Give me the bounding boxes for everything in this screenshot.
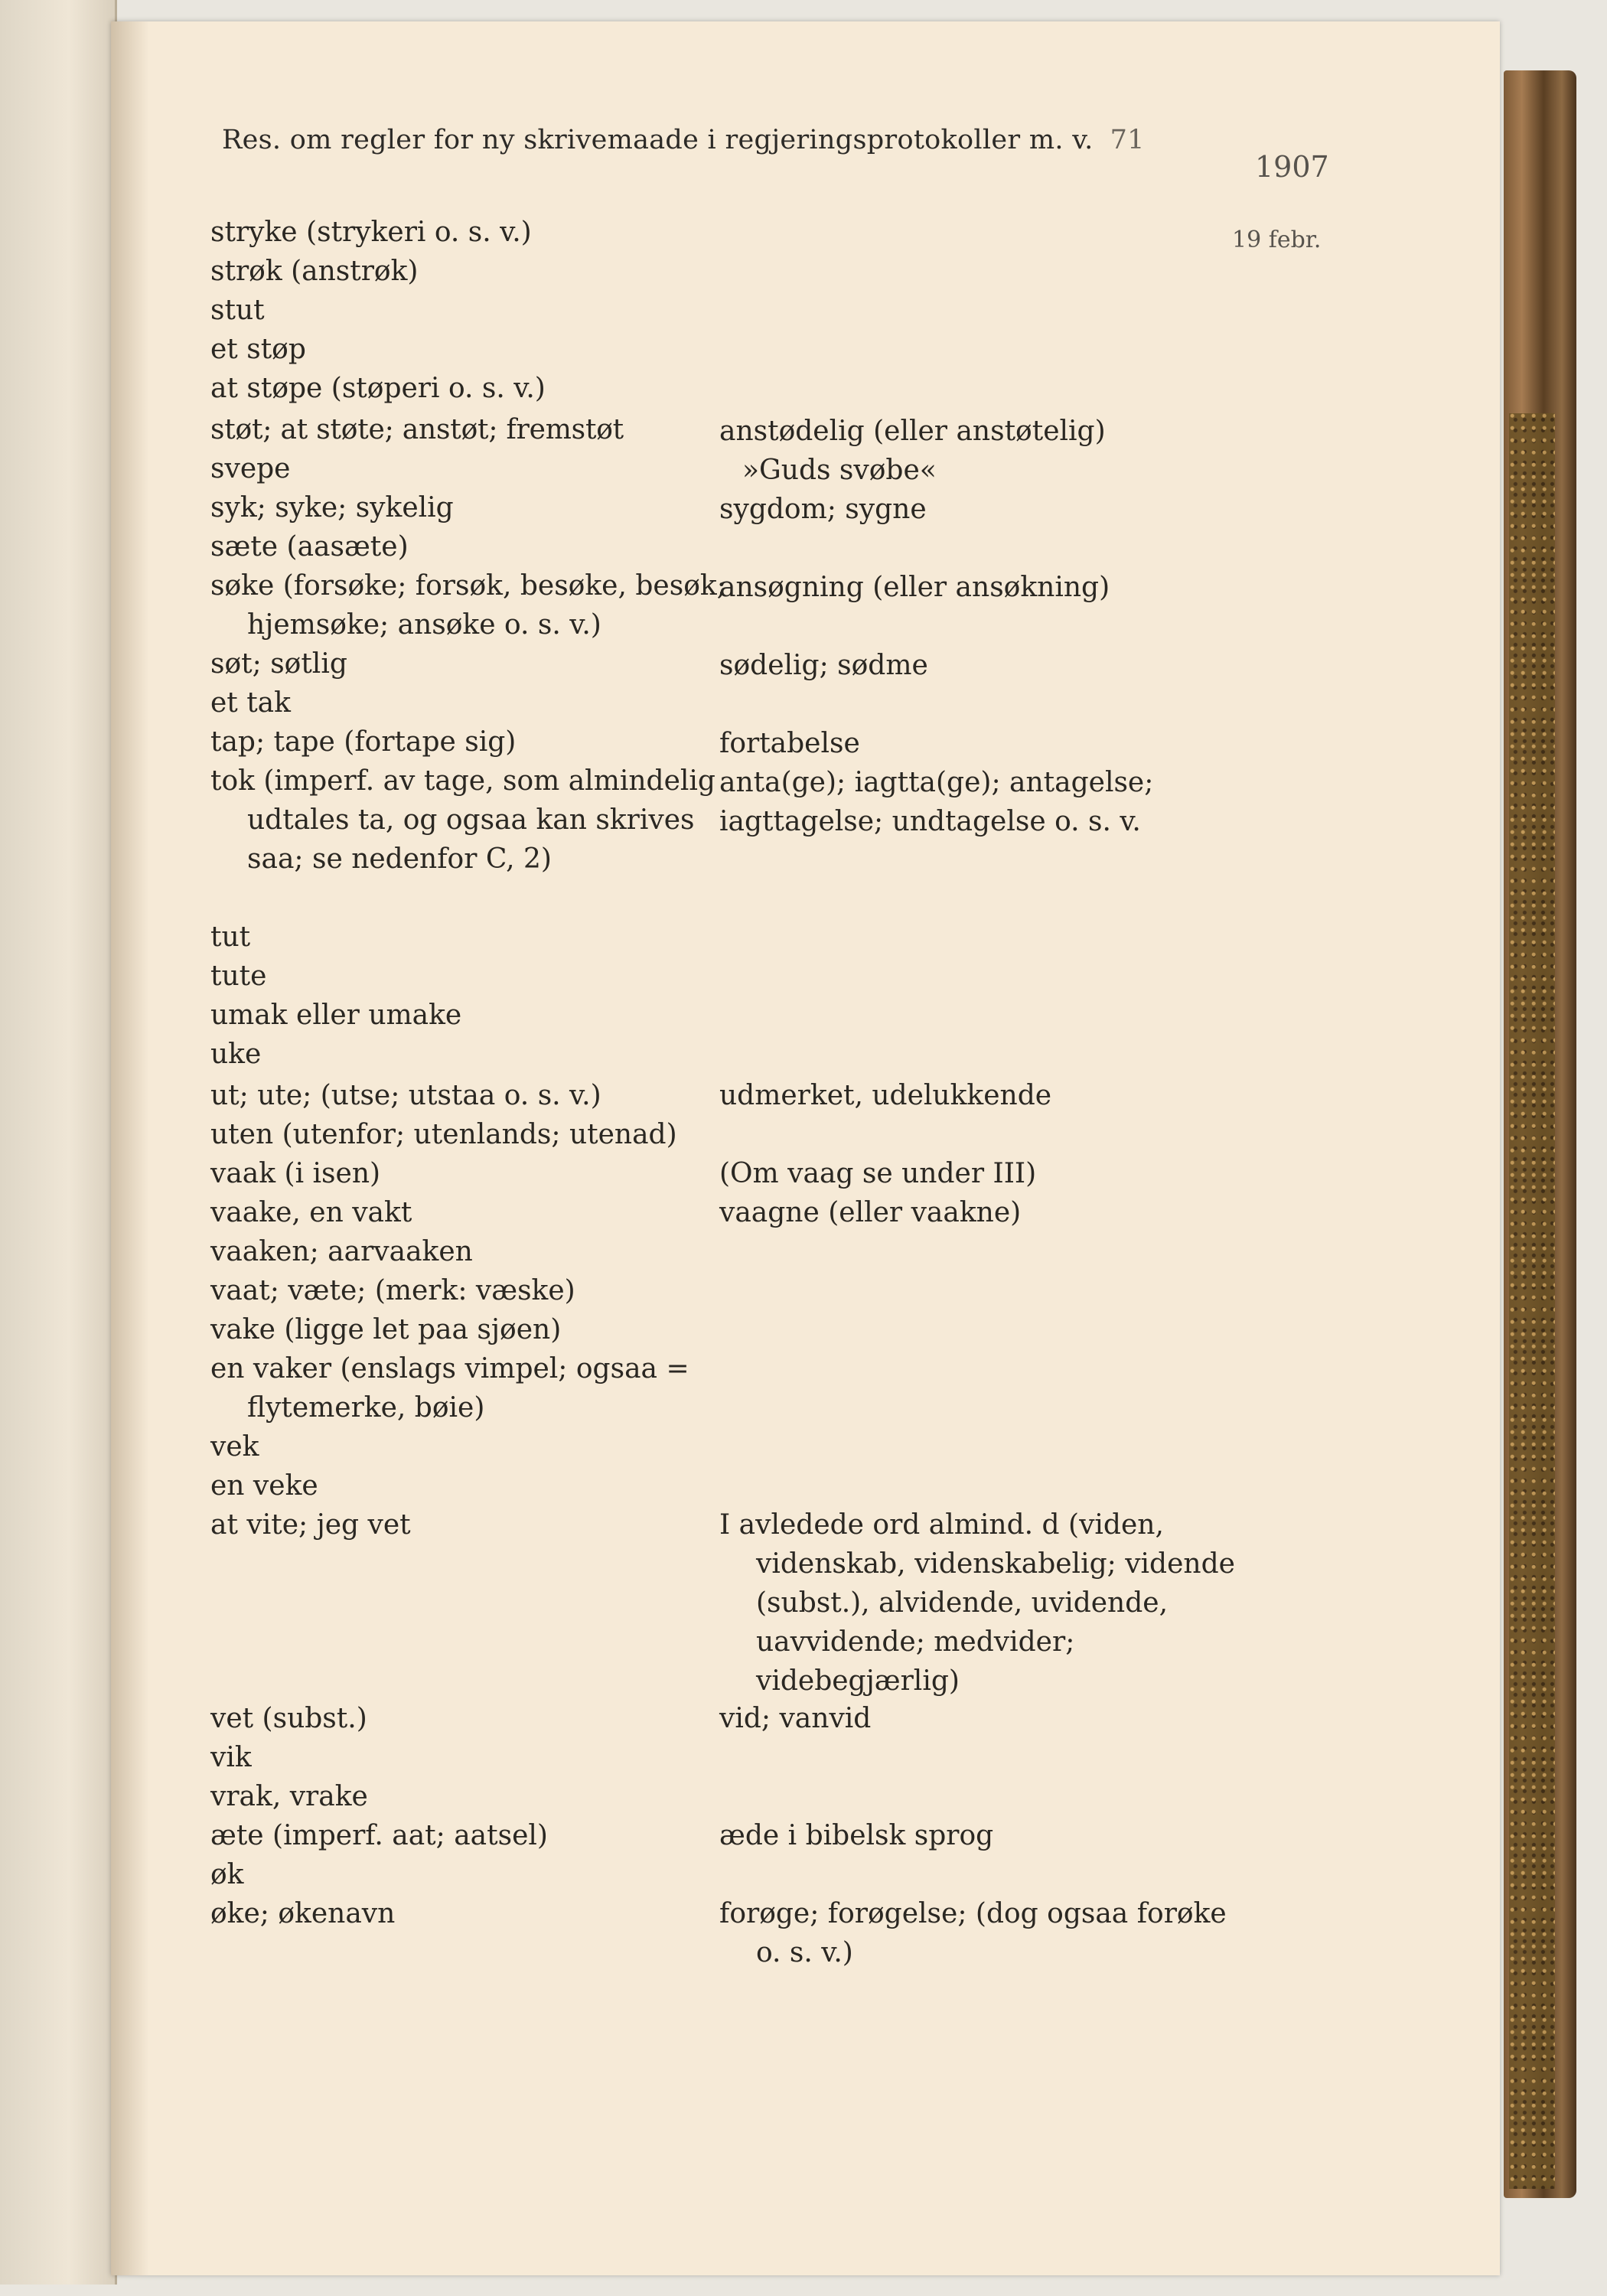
left-entry: uten (utenfor; utenlands; utenad) — [210, 1119, 677, 1150]
left-entry: strøk (anstrøk) — [210, 256, 419, 287]
right-entry: anta(ge); iagtta(ge); antagelse; iagttagelse; undtagelse o. s. v. — [719, 767, 1154, 837]
margin-date-note: 19 febr. — [1232, 227, 1322, 253]
left-entry: stryke (strykeri o. s. v.) — [210, 217, 532, 248]
left-entry: tap; tape (fortape sig) — [210, 726, 517, 758]
right-entry: æde i bibelsk sprog — [719, 1820, 994, 1851]
left-entry: vake (ligge let paa sjøen) — [210, 1314, 562, 1345]
left-entry: æte (imperf. aat; aatsel) — [210, 1820, 548, 1851]
left-entry: ut; ute; (utse; utstaa o. s. v.) — [210, 1080, 601, 1111]
left-entry: vrak, vrake — [210, 1781, 368, 1812]
right-entry: fortabelse — [719, 728, 860, 759]
right-entry: sødelig; sødme — [719, 650, 928, 681]
left-entry: et tak — [210, 687, 291, 719]
book-page — [111, 21, 1500, 2275]
left-entry: sæte (aasæte) — [210, 531, 409, 563]
left-entry: syk; syke; sykelig — [210, 492, 454, 523]
book-spine-pattern — [1509, 413, 1555, 2189]
right-entry: ansøgning (eller ansøkning) — [719, 572, 1110, 603]
page-number: 71 — [1110, 125, 1145, 155]
left-entry: øke; økenavn — [210, 1898, 396, 1929]
left-entry: tok (imperf. av tage, som almindelig udtales ta, og ogsaa kan skrives saa; se nedenfor C, 2) — [210, 765, 715, 875]
left-entry: vaake, en vakt — [210, 1197, 412, 1228]
right-entry: vaagne (eller vaakne) — [719, 1197, 1022, 1228]
year-label: 1907 — [1255, 150, 1329, 184]
right-entry: sygdom; sygne — [719, 494, 927, 525]
left-entry: tute — [210, 960, 267, 992]
left-entry: vaaken; aarvaaken — [210, 1236, 473, 1267]
right-entry: forøge; forøgelse; (dog ogsaa forøke o. s. v.) — [719, 1898, 1227, 1968]
left-entry: vaak (i isen) — [210, 1158, 381, 1189]
left-entry: en veke — [210, 1470, 318, 1502]
right-entry: (Om vaag se under III) — [719, 1158, 1037, 1189]
left-entry: et støp — [210, 334, 306, 365]
right-entry: »Guds svøbe« — [742, 455, 937, 486]
left-entry: vaat; væte; (merk: væske) — [210, 1275, 575, 1306]
left-entry: øk — [210, 1859, 244, 1890]
left-entry: tut — [210, 921, 251, 953]
right-entry: I avledede ord almind. d (viden, videnskab, videnskabelig; vidende (subst.), alvidende, uvidende, uavvidende; medvider; videbegjærlig) — [719, 1509, 1235, 1697]
right-entry: anstødelig (eller anstøtelig) — [719, 416, 1106, 447]
left-entry: støt; at støte; anstøt; fremstøt — [210, 414, 624, 445]
previous-page-edge — [0, 0, 117, 2285]
left-entry: vik — [210, 1742, 252, 1773]
page-gutter-shadow — [111, 21, 149, 2275]
left-entry: søke (forsøke; forsøk, besøke, besøk; hjemsøke; ansøke o. s. v.) — [210, 570, 726, 641]
left-entry: en vaker (enslags vimpel; ogsaa = flytemerke, bøie) — [210, 1353, 689, 1424]
left-entry: at støpe (støperi o. s. v.) — [210, 373, 546, 404]
left-entry: vek — [210, 1431, 259, 1463]
header-title: Res. om regler for ny skrivemaade i regjeringsprotokoller m. v. — [222, 125, 1094, 155]
left-entry: uke — [210, 1039, 262, 1070]
left-entry: stut — [210, 295, 265, 326]
left-entry: svepe — [210, 453, 291, 484]
right-entry: vid; vanvid — [719, 1703, 872, 1734]
left-entry: søt; søtlig — [210, 648, 347, 680]
right-entry: udmerket, udelukkende — [719, 1080, 1052, 1111]
left-entry: vet (subst.) — [210, 1703, 367, 1734]
left-entry: umak eller umake — [210, 1000, 462, 1031]
left-entry: at vite; jeg vet — [210, 1509, 411, 1541]
